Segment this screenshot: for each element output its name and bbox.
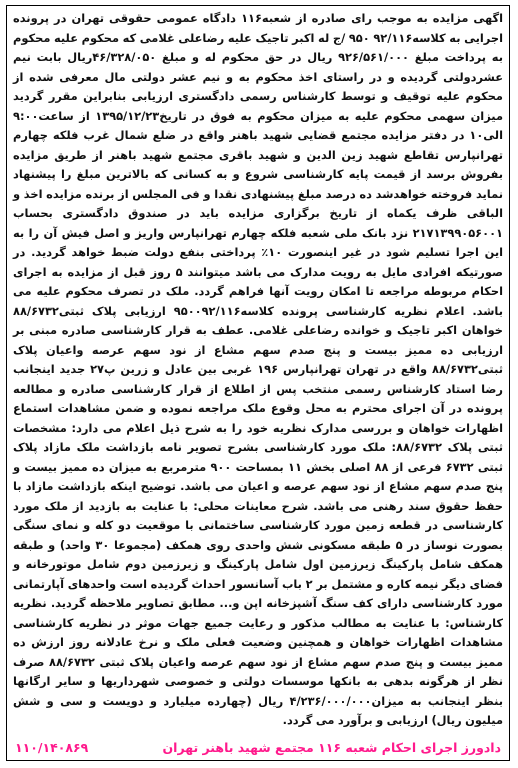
notice-body-text: اگهی مزایده به موجب رای صادره از شعبه۱۱۶ دادگاه عمومی حقوقی تهران در پرونده اجرایی به کلاسه۹۲/۱۱۶ ۹۵۰ /ج له اکبر تاجیک علیه رضاعلی غلامی که محکوم علیه محکوم به پرداخت مبلغ ۹۲۶/۵۶۱/۰۰۰ ریال در حق محکوم له و مبلغ ۴۶/۳۲۸/۰۵۰ریال بابت نیم عشردولتی گردیده و در راستای اخذ محکوم به و نیم عشر دولتی مال معرفی شده از محکوم علیه توقیف و توسط کارشناس رسمی دادگستری ارزیابی بنابراین مقرر گردید میزان سهمی محکوم علیه به میزان محکوم به فوق در تاریخ۱۳۹۵/۱۲/۲۳ از ساعت۹:۰۰ الی۱۰ در دفتر مزایده مجتمع قضایی شهید باهنر واقع در ضلع شمال غرب فلکه چهارم تهرانپارس تقاطع شهید زین الدین و شهید باقری مجتمع شهید باهنر از طریق مزایده بفروش برسد از قیمت پایه کارشناسی شروع و به کسانی که بالاترین مبلغ را پیشنهاد نماید فروخته خواهدشد ده درصد مبلغ پیشنهادی نقدا و فی المجلس از برنده مزایده اخذ و الباقی ظرف یکماه از تاریخ برگزاری مزایده باید در صندوق دادگستری بحساب ۲۱۷۱۳۹۹۰۵۶۰۰۱ نزد بانک ملی شعبه فلکه چهارم تهرانپارس واریز و اصل فیش آن را به این اجرا تسلیم شود در غیر اینصورت ۱۰٪ پرداختی بنفع دولت ضبط خواهد گردید. در صورتیکه افرادی مایل به رویت مدارک می باشد میتوانند ۵ روز قبل از مزایده به اجرای احکام مربوطه مراجعه تا امکان رویت آنها فراهم گردد. ملک در تصرف محکوم علیه می باشد. اعلام نظریه کارشناسی پرونده کلاسه۹۵۰۰۹۲/۱۱۶ ارزیابی پلاک ثبتی۸۸/۶۷۳۲ خواهان اکبر تاجیک و خوانده رضاعلی غلامی. عطف به قرار کارشناسی صادره مبنی بر ارزیابی ده ممیز بیست و پنج صدم سهم مشاع از نود سهم عرصه واعیان پلاک ثبتی۸۸/۶۷۳۲ واقع در تهران تهرانپارس ۱۹۶ غربی بین عادل و زرین پ۲۷ جدید اینجانب رضا استاد کارشناس رسمی منتخب پس از اطلاع از قرار کارشناسی صادره و مطالعه پرونده در آن اجرای محترم به محل وقوع ملک مراجعه نموده و ضمن مشاهدات استماع اظهارات خواهان و بررسی مدارک نظریه خود را به شرح ذیل اعلام می دارد: مشخصات ثبتی پلاک ۸۸/۶۷۳۲: ملک مورد کارشناسی بشرح تصویر نامه بازداشت ملک مازاد پلاک ثبتی ۶۷۳۲ فرعی از ۸۸ اصلی بخش ۱۱ بمساحت ۹۰۰ مترمربع به میزان ده ممیز بیست و پنج صدم سهم مشاع از نود سهم عرصه و اعیان می باشد. توضیح اینکه بازداشت مازاد با حفظ حقوق سند رهنی می باشد. شرح معاینات محلی: با عنایت به بازدید از ملک مورد کارشناسی در قطعه زمین مورد کارشناسی ساختمانی با موقعیت دو کله و نمای سنگی بصورت نوساز در ۵ طبقه مسکونی شش واحدی روی همکف (مجموعا ۳۰ واحد) و طبقه همکف شامل پارکینگ زیرزمین اول شامل پارکینگ و زیرزمین دوم شامل موتورخانه و فضای دیگر نیمه کاره و مشتمل بر ۲ باب آسانسور احداث گردیده است واحدهای آپارتمانی مورد کارشناسی دارای کف سنگ آشپزخانه اپن و... مطابق تصاویر ملاحظه گردید. نظریه کارشناس: با عنایت به مطالب مذکور و رعایت جمیع جهات موثر در نظریه کارشناسی مشاهدات اظهارات خواهان و همچنین وضعیت فعلی ملک و نرخ عادلانه روز ارزش ده ممیز بیست و پنج صدم سهم مشاع از نود سهم عرصه واعیان پلاک ثبتی ۸۸/۶۷۳۲ صرف نظر از هرگونه بدهی به بانکها موسسات دولتی و خصوصی شهرداریها و سایر ارگانها بنظر اینجانب به میزان۴/۲۳۶/۰۰۰/۰۰۰ ریال (چهارده میلیارد و دویست و سی و شش میلیون ریال) ارزیابی و برآورد می گردد. xyxy=(13,11,504,727)
notice-signer: دادورز اجرای احکام شعبه ۱۱۶ مجتمع شهید باهنر تهران xyxy=(162,739,501,755)
notice-reference-number: ۱۱۰/۱۴۰۸۶۹ xyxy=(15,739,89,755)
notice-footer xyxy=(15,737,501,757)
legal-notice-box xyxy=(6,5,510,761)
